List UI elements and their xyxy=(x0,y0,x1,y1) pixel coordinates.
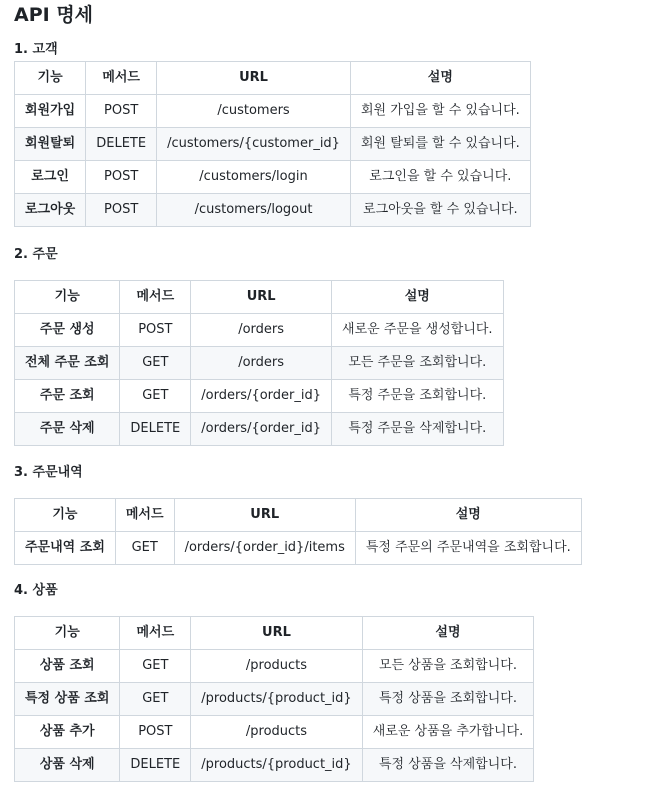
header-url: URL xyxy=(191,281,332,314)
header-description: 설명 xyxy=(362,617,534,650)
table-header-row xyxy=(15,499,582,532)
cell-method: POST xyxy=(120,314,191,347)
cell-description: 모든 주문을 조회합니다. xyxy=(332,347,504,380)
cell-description: 특정 상품을 삭제합니다. xyxy=(362,749,534,782)
section-heading-orders: 2. 주문 xyxy=(14,247,58,262)
cell-url: /customers/{customer_id} xyxy=(157,128,351,161)
cell-function: 주문내역 조회 xyxy=(15,532,116,565)
cell-url: /products/{product_id} xyxy=(191,749,362,782)
orders-api-table xyxy=(14,280,504,446)
cell-description: 모든 상품을 조회합니다. xyxy=(362,650,534,683)
header-description: 설명 xyxy=(350,62,530,95)
cell-function: 주문 조회 xyxy=(15,380,120,413)
cell-method: POST xyxy=(86,95,157,128)
header-function: 기능 xyxy=(15,617,120,650)
header-url: URL xyxy=(157,62,351,95)
header-url: URL xyxy=(174,499,355,532)
header-function: 기능 xyxy=(15,62,86,95)
section-heading-customers: 1. 고객 xyxy=(14,42,58,57)
header-url: URL xyxy=(191,617,362,650)
cell-function: 로그아웃 xyxy=(15,194,86,227)
cell-method: DELETE xyxy=(120,749,191,782)
table-row xyxy=(15,128,531,161)
cell-function: 특정 상품 조회 xyxy=(15,683,120,716)
cell-url: /products xyxy=(191,716,362,749)
table-header-row xyxy=(15,281,504,314)
table-row xyxy=(15,161,531,194)
header-function: 기능 xyxy=(15,499,116,532)
table-row xyxy=(15,347,504,380)
cell-url: /customers/login xyxy=(157,161,351,194)
cell-url: /products xyxy=(191,650,362,683)
cell-url: /orders/{order_id} xyxy=(191,380,332,413)
table-header-row xyxy=(15,62,531,95)
table-row xyxy=(15,413,504,446)
cell-description: 특정 주문을 조회합니다. xyxy=(332,380,504,413)
cell-description: 새로운 상품을 추가합니다. xyxy=(362,716,534,749)
cell-method: POST xyxy=(120,716,191,749)
section-heading-order-items: 3. 주문내역 xyxy=(14,465,83,480)
cell-description: 로그아웃을 할 수 있습니다. xyxy=(350,194,530,227)
table-row xyxy=(15,380,504,413)
cell-method: GET xyxy=(120,650,191,683)
section-heading-products: 4. 상품 xyxy=(14,583,58,598)
cell-function: 상품 조회 xyxy=(15,650,120,683)
table-row xyxy=(15,650,534,683)
table-row xyxy=(15,532,582,565)
cell-function: 상품 추가 xyxy=(15,716,120,749)
cell-url: /orders xyxy=(191,347,332,380)
cell-function: 주문 삭제 xyxy=(15,413,120,446)
cell-url: /orders xyxy=(191,314,332,347)
cell-method: GET xyxy=(120,380,191,413)
cell-method: GET xyxy=(120,683,191,716)
cell-description: 특정 상품을 조회합니다. xyxy=(362,683,534,716)
table-row xyxy=(15,194,531,227)
header-description: 설명 xyxy=(355,499,581,532)
cell-description: 특정 주문을 삭제합니다. xyxy=(332,413,504,446)
cell-url: /customers xyxy=(157,95,351,128)
header-function: 기능 xyxy=(15,281,120,314)
cell-description: 회원 탈퇴를 할 수 있습니다. xyxy=(350,128,530,161)
customers-api-table xyxy=(14,61,531,227)
cell-method: POST xyxy=(86,194,157,227)
table-row xyxy=(15,95,531,128)
table-row xyxy=(15,716,534,749)
cell-function: 상품 삭제 xyxy=(15,749,120,782)
products-api-table xyxy=(14,616,534,782)
cell-method: DELETE xyxy=(86,128,157,161)
table-header-row xyxy=(15,617,534,650)
cell-method: GET xyxy=(115,532,174,565)
cell-method: POST xyxy=(86,161,157,194)
header-method: 메서드 xyxy=(120,617,191,650)
header-description: 설명 xyxy=(332,281,504,314)
cell-function: 회원탈퇴 xyxy=(15,128,86,161)
cell-method: GET xyxy=(120,347,191,380)
cell-url: /customers/logout xyxy=(157,194,351,227)
table-row xyxy=(15,314,504,347)
header-method: 메서드 xyxy=(86,62,157,95)
cell-description: 회원 가입을 할 수 있습니다. xyxy=(350,95,530,128)
cell-function: 주문 생성 xyxy=(15,314,120,347)
cell-description: 새로운 주문을 생성합니다. xyxy=(332,314,504,347)
header-method: 메서드 xyxy=(115,499,174,532)
cell-function: 회원가입 xyxy=(15,95,86,128)
page-title: API 명세 xyxy=(14,4,94,26)
header-method: 메서드 xyxy=(120,281,191,314)
cell-function: 로그인 xyxy=(15,161,86,194)
cell-description: 특정 주문의 주문내역을 조회합니다. xyxy=(355,532,581,565)
cell-url: /products/{product_id} xyxy=(191,683,362,716)
table-row xyxy=(15,749,534,782)
cell-description: 로그인을 할 수 있습니다. xyxy=(350,161,530,194)
cell-method: DELETE xyxy=(120,413,191,446)
cell-url: /orders/{order_id}/items xyxy=(174,532,355,565)
order-items-api-table xyxy=(14,498,582,565)
table-row xyxy=(15,683,534,716)
cell-function: 전체 주문 조회 xyxy=(15,347,120,380)
cell-url: /orders/{order_id} xyxy=(191,413,332,446)
